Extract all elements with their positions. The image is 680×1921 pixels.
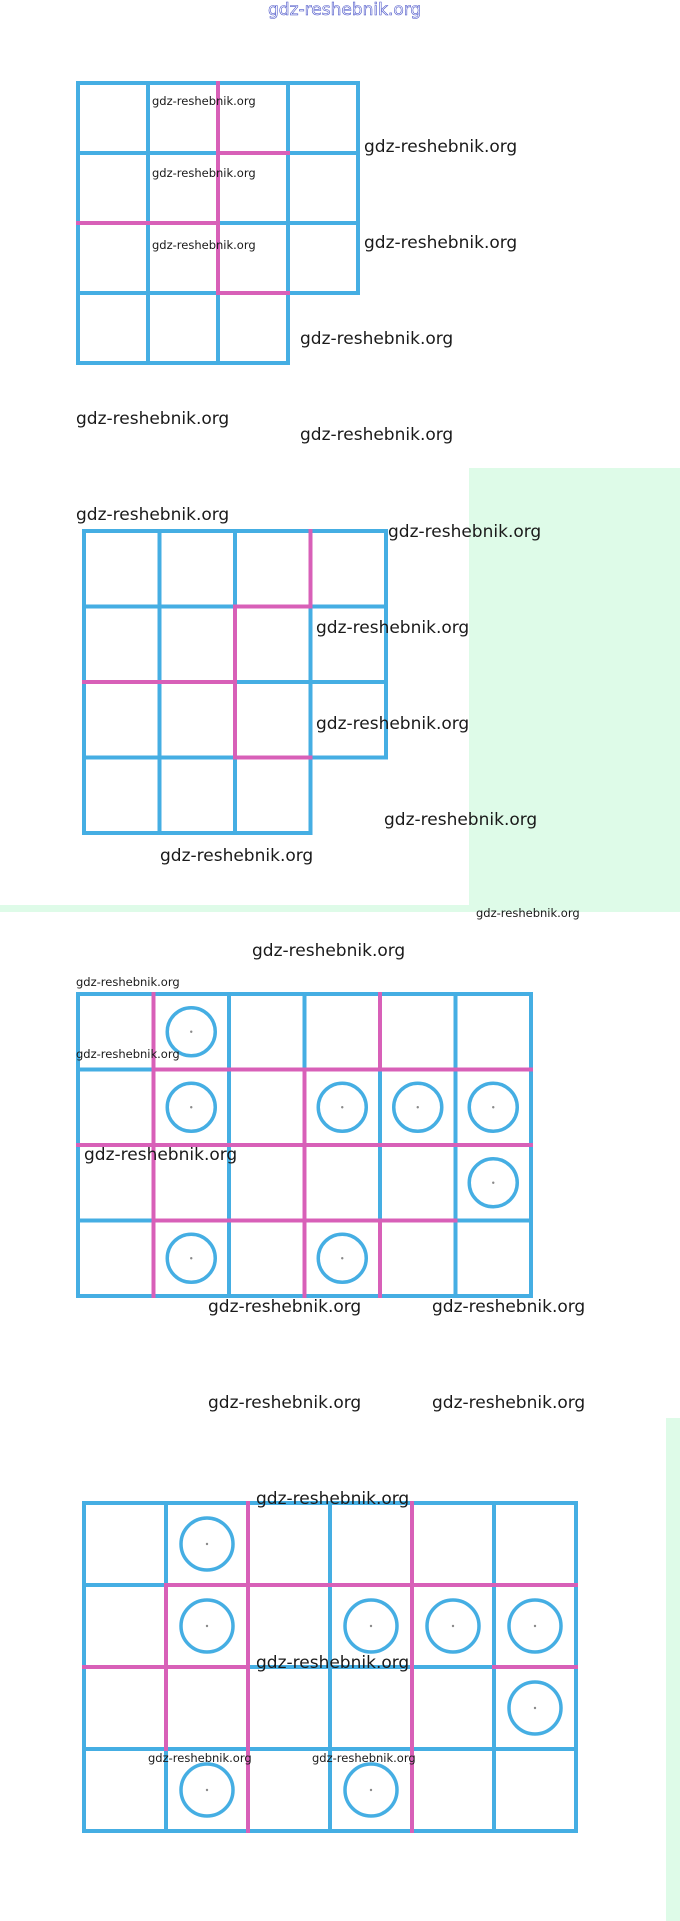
watermark: gdz-reshebnik.org bbox=[152, 166, 256, 180]
grid-cell bbox=[229, 994, 305, 1070]
circle-center-dot bbox=[452, 1625, 454, 1627]
circle-center-dot bbox=[341, 1257, 343, 1259]
circle-center-dot bbox=[190, 1257, 192, 1259]
green-panel-3 bbox=[666, 1418, 680, 1921]
circle-center-dot bbox=[492, 1182, 494, 1184]
grid-cell bbox=[84, 1667, 166, 1749]
watermark: gdz-reshebnik.org bbox=[300, 425, 454, 445]
grid-cell bbox=[412, 1667, 494, 1749]
grid-cell bbox=[380, 1145, 456, 1221]
watermark: gdz-reshebnik.org bbox=[76, 1047, 180, 1061]
grid-cell bbox=[78, 1221, 154, 1297]
grid-cell bbox=[494, 1749, 576, 1831]
grid-cell bbox=[78, 153, 148, 223]
grid-cell bbox=[380, 994, 456, 1070]
site-watermark-top: gdz-reshebnik.org bbox=[268, 0, 422, 20]
grid-cell bbox=[330, 1503, 412, 1585]
watermark: gdz-reshebnik.org bbox=[300, 329, 454, 349]
grid-cell bbox=[78, 223, 148, 293]
watermark: gdz-reshebnik.org bbox=[160, 846, 314, 866]
grid-cell bbox=[235, 682, 311, 758]
grid-cell bbox=[229, 1070, 305, 1146]
grid-cell bbox=[412, 1749, 494, 1831]
grid-cell bbox=[235, 531, 311, 607]
circle-center-dot bbox=[492, 1106, 494, 1108]
watermark: gdz-reshebnik.org bbox=[208, 1297, 362, 1317]
grid-cell bbox=[218, 153, 288, 223]
circle-center-dot bbox=[341, 1106, 343, 1108]
grid-cell bbox=[78, 1070, 154, 1146]
grid-cell bbox=[248, 1503, 330, 1585]
grid-cell bbox=[229, 1145, 305, 1221]
grid-cell bbox=[494, 1503, 576, 1585]
watermark: gdz-reshebnik.org bbox=[316, 618, 470, 638]
grid-cell bbox=[311, 531, 387, 607]
circle-center-dot bbox=[206, 1625, 208, 1627]
watermark: gdz-reshebnik.org bbox=[432, 1297, 586, 1317]
figure-2 bbox=[82, 529, 390, 835]
circle-center-dot bbox=[190, 1031, 192, 1033]
grid-cell bbox=[288, 223, 358, 293]
circle-center-dot bbox=[534, 1625, 536, 1627]
watermark: gdz-reshebnik.org bbox=[388, 522, 542, 542]
watermark: gdz-reshebnik.org bbox=[208, 1393, 362, 1413]
figure-1 bbox=[76, 81, 362, 365]
watermark: gdz-reshebnik.org bbox=[384, 810, 538, 830]
grid-cell bbox=[456, 994, 532, 1070]
grid-cell bbox=[160, 682, 236, 758]
grid-cell bbox=[380, 1221, 456, 1297]
grid-cell bbox=[235, 607, 311, 683]
circle-center-dot bbox=[417, 1106, 419, 1108]
grid-cell bbox=[148, 153, 218, 223]
watermark: gdz-reshebnik.org bbox=[432, 1393, 586, 1413]
grid-cell bbox=[84, 1585, 166, 1667]
grid-cell bbox=[330, 1667, 412, 1749]
grid-cell bbox=[218, 293, 288, 363]
circle-center-dot bbox=[534, 1707, 536, 1709]
watermark: gdz-reshebnik.org bbox=[152, 94, 256, 108]
grid-cell bbox=[160, 531, 236, 607]
grid-cell bbox=[84, 758, 160, 834]
grid-cell bbox=[218, 223, 288, 293]
circle-center-dot bbox=[190, 1106, 192, 1108]
watermark: gdz-reshebnik.org bbox=[364, 137, 518, 157]
grid-cell bbox=[456, 1221, 532, 1297]
grid-cell bbox=[160, 607, 236, 683]
watermark: gdz-reshebnik.org bbox=[256, 1653, 410, 1673]
watermark: gdz-reshebnik.org bbox=[316, 714, 470, 734]
circle-center-dot bbox=[370, 1625, 372, 1627]
circle-center-dot bbox=[370, 1789, 372, 1791]
grid-cell bbox=[248, 1667, 330, 1749]
watermark: gdz-reshebnik.org bbox=[76, 975, 180, 989]
watermark: gdz-reshebnik.org bbox=[76, 505, 230, 525]
grid-cell bbox=[84, 682, 160, 758]
watermark: gdz-reshebnik.org bbox=[364, 233, 518, 253]
watermark: gdz-reshebnik.org bbox=[252, 941, 406, 961]
grid-cell bbox=[166, 1667, 248, 1749]
grid-cell bbox=[412, 1503, 494, 1585]
watermark: gdz-reshebnik.org bbox=[312, 1751, 416, 1765]
grid-cell bbox=[78, 293, 148, 363]
grid-cell bbox=[148, 293, 218, 363]
watermark: gdz-reshebnik.org bbox=[476, 906, 580, 920]
watermark: gdz-reshebnik.org bbox=[256, 1489, 410, 1509]
grid-cell bbox=[160, 758, 236, 834]
watermark: gdz-reshebnik.org bbox=[84, 1145, 238, 1165]
grid-cell bbox=[305, 1145, 381, 1221]
grid-cell bbox=[84, 1503, 166, 1585]
circle-center-dot bbox=[206, 1789, 208, 1791]
grid-cell bbox=[288, 153, 358, 223]
circle-center-dot bbox=[206, 1543, 208, 1545]
grid-cell bbox=[148, 223, 218, 293]
grid-cell bbox=[235, 758, 311, 834]
watermark: gdz-reshebnik.org bbox=[148, 1751, 252, 1765]
grid-cell bbox=[305, 994, 381, 1070]
grid-cell bbox=[84, 531, 160, 607]
grid-cell bbox=[78, 83, 148, 153]
watermark: gdz-reshebnik.org bbox=[152, 238, 256, 252]
grid-cell bbox=[84, 607, 160, 683]
grid-cell bbox=[288, 83, 358, 153]
grid-cell bbox=[229, 1221, 305, 1297]
watermark: gdz-reshebnik.org bbox=[76, 409, 230, 429]
